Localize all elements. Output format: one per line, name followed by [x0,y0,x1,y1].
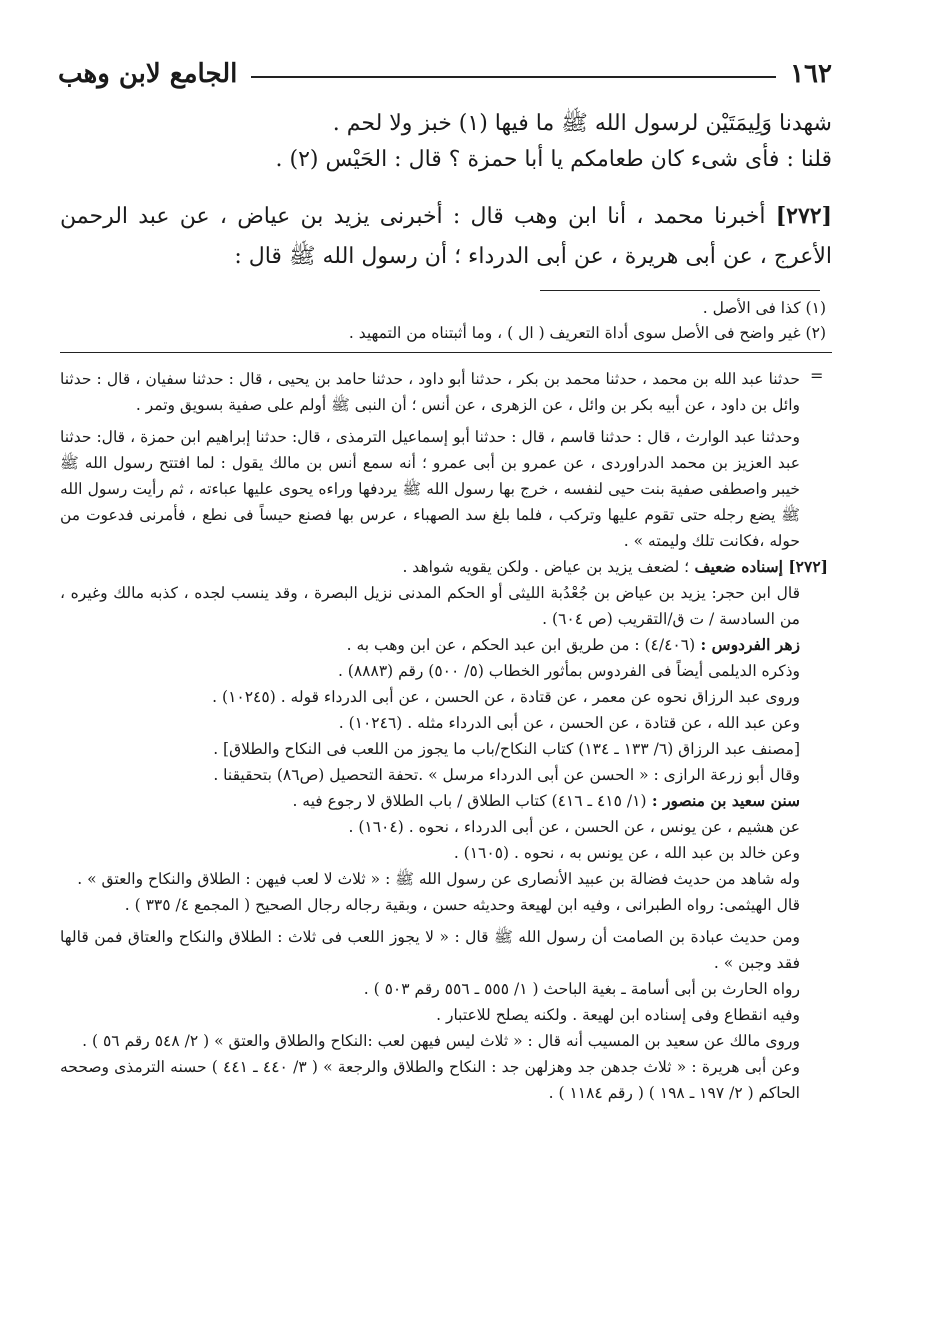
commentary-para [60,554,828,580]
footnotes [60,296,826,346]
commentary-para: وذكره الديلمى أيضاً فى الفردوس بمأثور الخطاب (٥/ ٥٠٠) رقم (٨٨٨٣) . [337,662,800,680]
commentary-para: رواه الحارث بن أبى أسامة ـ بغية الباحث ( ١/ ٥٥٥ ـ ٥٥٦ رقم ٥٠٣ ) . [363,980,800,998]
page-number: ١٦٢ [790,59,832,89]
main-line-1: شهدنا وَلِيمَتَيْن لرسول الله ﷺ ما فيها (١) خبز ولا لحم . [332,111,832,136]
hadith-272 [60,196,832,277]
commentary-para: وقال أبو زرعة الرازى : « الحسن عن أبى الدرداء مرسل » .تحفة التحصيل (ص٨٦) بتحقيقنا . [213,766,800,784]
commentary-para: وعن خالد بن عبد الله ، عن يونس به ، نحوه . (١٦٠٥) . [453,844,800,862]
commentary-para: وروى عبد الرزاق نحوه عن معمر ، عن قتادة ، عن الحسن ، عن أبى الدرداء قوله . (١٠٢٤٥) . [212,688,800,706]
commentary [60,366,828,1106]
continuation-mark: = [810,366,824,385]
commentary-para [60,632,828,658]
commentary-para: وله شاهد من حديث فضالة بن عبيد الأنصارى عن رسول الله ﷺ : « ثلاث لا لعب فيهن : الطلاق والنكاح والعتق » . [77,870,800,888]
commentary-para: وعن عبد الله ، عن قتادة ، عن الحسن ، عن أبى الدرداء مثله . (١٠٢٤٦) . [338,714,800,732]
running-header [58,54,832,94]
commentary-para: وحدثنا عبد الوارث ، قال : حدثنا قاسم ، قال : حدثنا أبو إسماعيل الترمذى ، قال: حدثنا إبراهيم ابن حمزة ، قال: حدثنا عبد العزيز بن محمد الدراوردى ، عن عمرو بن أبى عمرو ؛ أنه سمع أنس بن مالك يقول : لما افتتح رسول الله ﷺ خيبر واصطفى صفية بنت حيى لنفسه ، خرج بها رسول الله ﷺ يردفها وراءه يحوى عليها عباءته ، ثم رأيت رسول الله ﷺ يضع رجله حتى تقوم عليها وتركب ، فلما بلغ سد الصهباء ، عرس بها فصنع حيساً فى نطع ، فأمرنى فدعوت من حوله ،فكانت تلك وليمته » . [60,428,800,550]
main-text [60,106,832,277]
commentary-para: وروى مالك عن سعيد بن المسيب أنه قال : « ثلاث ليس فيهن لعب :النكاح والطلاق والعتق » ( ٢/ ٥٤٨ رقم ٥٦ ) . [82,1032,800,1050]
commentary-para: [مصنف عبد الرزاق (٦/ ١٣٣ ـ ١٣٤) كتاب النكاح/باب ما يجوز من اللعب فى النكاح والطلاق] . [213,740,800,758]
footnote-rule [540,290,820,291]
commentary-para: حدثنا عبد الله بن محمد ، حدثنا محمد بن بكر ، حدثنا أبو داود ، حدثنا حامد بن يحيى ، قال : حدثنا سفيان ، قال : حدثنا وائل بن داود ، عن أبيه بكر بن وائل ، عن الزهرى ، عن أنس ؛ أن النبى ﷺ أولم على صفية بسويق وتمر . [60,370,800,414]
source-text: (٤/٤٠٦) : من طريق ابن عبد الحكم ، عن ابن وهب به . [346,636,696,654]
commentary-rule [60,352,832,353]
commentary-para: عن هشيم ، عن يونس ، عن الحسن ، عن أبى الدرداء ، نحوه . (١٦٠٤) . [348,818,800,836]
commentary-para: وعن أبى هريرة : « ثلاث جدهن جد وهزلهن جد : النكاح والطلاق والرجعة » ( ٣/ ٤٤٠ ـ ٤٤١ ) حسنه الترمذى وصححه الحاكم ( ٢/ ١٩٧ ـ ١٩٨ ) ( رقم ١١٨٤ ) . [60,1058,800,1102]
source-text: (١/ ٤١٥ ـ ٤١٦) كتاب الطلاق / باب الطلاق لا رجوع فيه . [292,792,647,810]
commentary-para [60,788,828,814]
source-title: زهر الفردوس : [695,635,800,654]
commentary-para: قال ابن حجر: يزيد بن عياض بن جُعْدُبة الليثى أو الحكم المدنى نزيل البصرة ، وقد ينسب لجده ، كذبه مالك وغيره ، من السادسة / ت ق/التقريب (ص ٦٠٤) . [60,584,800,628]
commentary-para: قال الهيثمى: رواه الطبرانى ، وفيه ابن لهيعة وحديثه حسن ، وبقية رجاله رجال الصحيح ( المجمع ٤/ ٣٣٥ ) . [124,896,800,914]
hadith-number: [٢٧٢] [775,203,832,229]
header-rule [251,76,776,78]
commentary-para: ومن حديث عبادة بن الصامت أن رسول الله ﷺ قال : « لا يجوز اللعب فى ثلاث : الطلاق والنكاح والعتاق فمن قالها فقد وجبن » . [60,928,800,972]
source-title: سنن سعيد بن منصور : [646,791,800,810]
grading-text: ؛ لضعف يزيد بن عياض . ولكن يقويه شواهد . [402,558,690,576]
footnote-2: (٢) غير واضح فى الأصل سوى أداة التعريف ( ال ) ، وما أثبتناه من التمهيد . [348,324,826,342]
hadith-text: أخبرنا محمد ، أنا ابن وهب قال : أخبرنى يزيد بن عياض ، عن عبد الرحمن الأعرج ، عن أبى هريرة ، عن أبى الدرداء ؛ أن رسول الله ﷺ قال : [60,204,832,269]
hadith-number-ref: [٢٧٢] [788,557,828,576]
grading-label: إسناده ضعيف [689,557,789,576]
footnote-1: (١) كذا فى الأصل . [702,299,826,317]
main-line-2: قلنا : فأى شىء كان طعامكم يا أبا حمزة ؟ قال : الحَيْس (٢) . [275,147,832,172]
commentary-para: وفيه انقطاع وفى إسناده ابن لهيعة . ولكنه يصلح للاعتبار . [436,1006,800,1024]
book-title: الجامع لابن وهب [58,59,238,89]
